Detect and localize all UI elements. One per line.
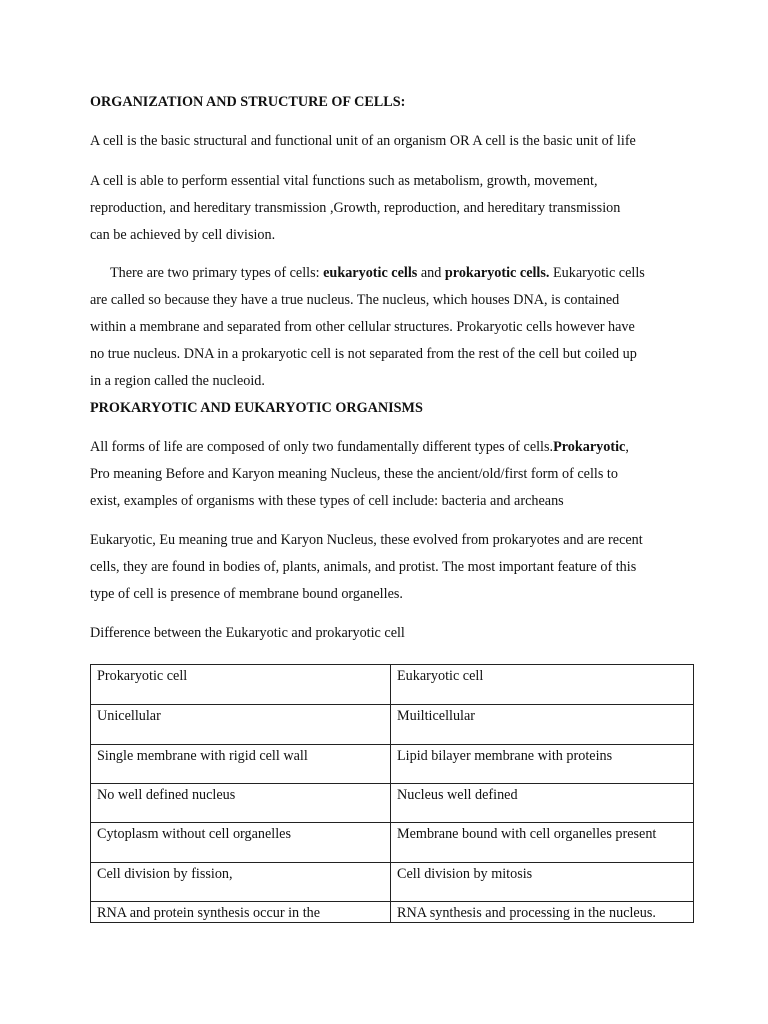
text-line: Pro meaning Before and Karyon meaning Nucleus, these the ancient/old/first form of cells to bbox=[90, 466, 618, 482]
text-line: Eukaryotic, Eu meaning true and Karyon Nucleus, these evolved from prokaryotes and are recent bbox=[90, 532, 643, 548]
heading-organization: ORGANIZATION AND STRUCTURE OF CELLS: bbox=[90, 94, 406, 110]
paragraph-definition: A cell is the basic structural and functional unit of an organism OR A cell is the basic unit of life bbox=[90, 133, 636, 149]
table-cell-prokaryotic: Unicellular bbox=[91, 705, 391, 745]
table-cell-prokaryotic: Cytoplasm without cell organelles bbox=[91, 823, 391, 863]
text-line: cells, they are found in bodies of, plants, animals, and protist. The most important feature of this bbox=[90, 559, 637, 575]
table-row bbox=[91, 823, 694, 863]
comparison-table bbox=[90, 664, 694, 923]
text-line: in a region called the nucleoid. bbox=[90, 373, 265, 389]
text-line: exist, examples of organisms with these types of cell include: bacteria and archeans bbox=[90, 493, 564, 509]
table-cell-prokaryotic: Cell division by fission, bbox=[91, 863, 391, 902]
text-span: and bbox=[417, 265, 445, 281]
table-cell-eukaryotic: Eukaryotic cell bbox=[391, 665, 694, 705]
table-cell-prokaryotic: Prokaryotic cell bbox=[91, 665, 391, 705]
table-row bbox=[91, 902, 694, 923]
table-cell-prokaryotic: Single membrane with rigid cell wall bbox=[91, 745, 391, 784]
table-cell-prokaryotic: No well defined nucleus bbox=[91, 784, 391, 823]
table-row bbox=[91, 863, 694, 902]
text-line: within a membrane and separated from other cellular structures. Prokaryotic cells however have bbox=[90, 319, 635, 335]
text-span: All forms of life are composed of only two fundamentally different types of cells. bbox=[90, 439, 554, 455]
table-cell-eukaryotic: Membrane bound with cell organelles present bbox=[391, 823, 694, 863]
term-prokaryotic-bold: Prokaryotic bbox=[553, 439, 626, 455]
text-line: are called so because they have a true nucleus. The nucleus, which houses DNA, is contained bbox=[90, 292, 620, 308]
text-line bbox=[90, 260, 694, 287]
table-cell-eukaryotic: Muilticellular bbox=[391, 705, 694, 745]
table-caption: Difference between the Eukaryotic and prokaryotic cell bbox=[90, 625, 405, 641]
table-cell-eukaryotic: Cell division by mitosis bbox=[391, 863, 694, 902]
heading-organisms: PROKARYOTIC AND EUKARYOTIC ORGANISMS bbox=[90, 400, 423, 416]
text-span: Eukaryotic cells bbox=[549, 265, 645, 281]
paragraph-vital-functions bbox=[90, 168, 694, 249]
table-cell-eukaryotic: Nucleus well defined bbox=[391, 784, 694, 823]
text-line: A cell is able to perform essential vital functions such as metabolism, growth, movement, bbox=[90, 173, 598, 189]
text-line: type of cell is presence of membrane bound organelles. bbox=[90, 586, 403, 602]
paragraph-cell-types bbox=[90, 260, 694, 395]
term-eukaryotic: eukaryotic cells bbox=[323, 265, 418, 281]
table-row bbox=[91, 784, 694, 823]
text-line bbox=[90, 434, 694, 461]
table-cell-prokaryotic: RNA and protein synthesis occur in the bbox=[91, 902, 391, 923]
table-row bbox=[91, 705, 694, 745]
term-prokaryotic: prokaryotic cells. bbox=[444, 265, 550, 281]
table-row bbox=[91, 665, 694, 705]
table-cell-eukaryotic: RNA synthesis and processing in the nucleus. bbox=[391, 902, 694, 923]
text-line: reproduction, and hereditary transmission ,Growth, reproduction, and hereditary transmission bbox=[90, 200, 621, 216]
table-row bbox=[91, 745, 694, 784]
text-line: can be achieved by cell division. bbox=[90, 227, 276, 243]
table-cell-eukaryotic: Lipid bilayer membrane with proteins bbox=[391, 745, 694, 784]
paragraph-prokaryotic bbox=[90, 434, 694, 515]
text-line: no true nucleus. DNA in a prokaryotic cell is not separated from the rest of the cell but coiled up bbox=[90, 346, 637, 362]
paragraph-eukaryotic bbox=[90, 527, 694, 608]
text-span: , bbox=[625, 439, 629, 455]
text-span: There are two primary types of cells: bbox=[110, 265, 324, 281]
